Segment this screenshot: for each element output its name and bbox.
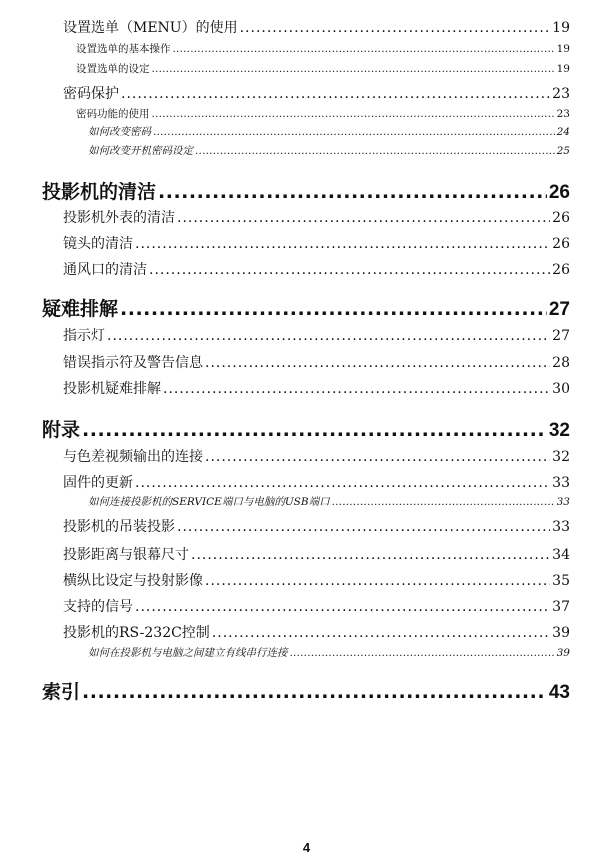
toc-entry-page: 39 — [552, 625, 570, 641]
toc-entry[interactable] — [63, 207, 570, 227]
toc-entry[interactable] — [88, 645, 570, 660]
toc-entry[interactable] — [76, 106, 570, 121]
toc-leader-dots — [153, 126, 555, 138]
toc-entry[interactable] — [88, 494, 570, 509]
toc-entry-title: 与色差视频输出的连接 — [63, 449, 203, 465]
toc-chapter-page: 27 — [548, 299, 570, 320]
page-number: 4 — [302, 840, 311, 855]
toc-leader-dots — [290, 647, 555, 659]
toc-leader-dots — [152, 108, 555, 120]
toc-entry-page: 19 — [556, 63, 570, 75]
toc-leader-dots — [107, 328, 550, 344]
toc-chapter-title: 投影机的清洁 — [42, 181, 157, 203]
toc-entry-title: 通风口的清洁 — [63, 262, 147, 278]
toc-entry-title: 投影机疑难排解 — [63, 381, 161, 397]
toc-entry-title: 错误指示符及警告信息 — [63, 355, 203, 371]
toc-entry-title: 密码保护 — [63, 86, 119, 102]
toc-leader-dots — [135, 475, 550, 491]
toc-leader-dots — [212, 625, 550, 641]
toc-entry[interactable] — [63, 17, 570, 37]
toc-chapter[interactable] — [42, 294, 570, 321]
toc-chapter-title: 疑难排解 — [42, 298, 119, 320]
toc-entry[interactable] — [63, 544, 570, 564]
toc-leader-dots — [205, 573, 550, 589]
toc-leader-dots — [205, 449, 550, 465]
toc-entry-title: 投影机的RS-232C控制 — [63, 625, 210, 641]
toc-entry-title: 投影距离与银幕尺寸 — [63, 547, 189, 563]
toc-entry[interactable] — [63, 446, 570, 466]
toc-leader-dots — [240, 20, 551, 36]
toc-leader-dots — [332, 496, 555, 508]
toc-entry[interactable] — [63, 325, 570, 345]
toc-entry[interactable] — [63, 352, 570, 372]
toc-entry-page: 26 — [552, 262, 570, 278]
toc-entry[interactable] — [88, 143, 570, 158]
toc-entry-page: 28 — [552, 355, 570, 371]
toc-entry-page: 37 — [552, 599, 570, 615]
toc-entry-title: 指示灯 — [63, 328, 105, 344]
toc-entry-page: 30 — [552, 381, 570, 397]
toc-entry-page: 33 — [552, 475, 570, 491]
toc-leader-dots — [82, 681, 547, 703]
toc-entry-page: 39 — [556, 647, 570, 659]
toc-leader-dots — [173, 43, 555, 55]
toc-leader-dots — [195, 145, 555, 157]
toc-entry[interactable] — [63, 622, 570, 642]
toc-leader-dots — [191, 547, 550, 563]
toc-entry[interactable] — [63, 596, 570, 616]
toc-entry-page: 33 — [556, 496, 570, 508]
toc-entry[interactable] — [63, 233, 570, 253]
toc-entry-title: 设置选单（MENU）的使用 — [63, 20, 238, 36]
toc-entry-title: 横纵比设定与投射影像 — [63, 573, 203, 589]
toc-entry[interactable] — [76, 61, 570, 76]
toc-entry[interactable] — [88, 124, 570, 139]
toc-entry-page: 32 — [552, 449, 570, 465]
toc-chapter[interactable] — [42, 415, 570, 442]
toc-entry-title: 投影机的吊装投影 — [63, 519, 175, 535]
toc-entry[interactable] — [63, 378, 570, 398]
toc-chapter-page: 32 — [548, 420, 570, 441]
toc-entry-title: 密码功能的使用 — [76, 108, 150, 120]
toc-entry-page: 24 — [556, 126, 570, 138]
toc-entry-title: 如何连接投影机的SERVICE端口与电脑的USB端口 — [88, 496, 330, 508]
toc-chapter-page: 43 — [548, 682, 570, 703]
toc-leader-dots — [158, 181, 547, 203]
toc-chapter-title: 附录 — [42, 419, 81, 441]
toc-chapter[interactable] — [42, 677, 570, 704]
toc-leader-dots — [135, 599, 550, 615]
toc-entry-title: 投影机外表的清洁 — [63, 210, 175, 226]
toc-entry-title: 如何改变密码 — [88, 126, 151, 138]
toc-entry-title: 镜头的清洁 — [63, 236, 133, 252]
toc-entry-page: 27 — [552, 328, 570, 344]
toc-leader-dots — [177, 519, 550, 535]
toc-entry[interactable] — [63, 472, 570, 492]
toc-entry-title: 支持的信号 — [63, 599, 133, 615]
toc-entry[interactable] — [63, 516, 570, 536]
toc-entry-title: 设置选单的基本操作 — [76, 43, 171, 55]
toc-entry[interactable] — [63, 259, 570, 279]
toc-entry-page: 26 — [552, 236, 570, 252]
toc-entry-title: 固件的更新 — [63, 475, 133, 491]
toc-entry-title: 如何改变开机密码设定 — [88, 145, 193, 157]
toc-leader-dots — [152, 63, 555, 75]
toc-leader-dots — [163, 381, 550, 397]
toc-entry-page: 26 — [552, 210, 570, 226]
toc-leader-dots — [82, 419, 547, 441]
toc-entry-title: 设置选单的设定 — [76, 63, 150, 75]
toc-entry-page: 25 — [556, 145, 570, 157]
toc-entry[interactable] — [63, 570, 570, 590]
toc-leader-dots — [177, 210, 550, 226]
toc-entry[interactable] — [63, 83, 570, 103]
toc-chapter-title: 索引 — [42, 681, 81, 703]
toc-leader-dots — [149, 262, 550, 278]
toc-entry[interactable] — [76, 41, 570, 56]
toc-entry-page: 34 — [552, 547, 570, 563]
toc-leader-dots — [135, 236, 550, 252]
toc-leader-dots — [120, 298, 547, 320]
toc-chapter[interactable] — [42, 177, 570, 204]
toc-leader-dots — [121, 86, 550, 102]
toc-entry-page: 23 — [556, 108, 570, 120]
toc-entry-page: 35 — [552, 573, 570, 589]
toc-entry-page: 23 — [552, 86, 570, 102]
toc-entry-page: 19 — [556, 43, 570, 55]
toc-entry-page: 19 — [552, 20, 570, 36]
toc-entry-page: 33 — [552, 519, 570, 535]
toc-chapter-page: 26 — [548, 182, 570, 203]
toc-leader-dots — [205, 355, 550, 371]
toc-entry-title: 如何在投影机与电脑之间建立有线串行连接 — [88, 647, 288, 659]
